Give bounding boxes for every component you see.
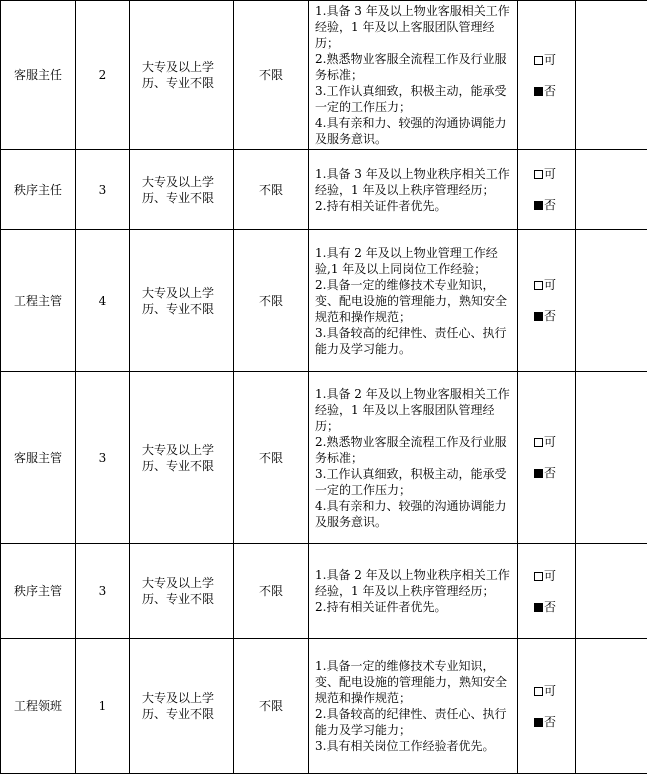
empty-cell [576,230,647,372]
education-cell: 大专及以上学历、专业不限 [130,1,234,150]
option-cell [518,150,576,230]
empty-cell [576,150,647,230]
count-cell: 4 [76,230,130,372]
option-yes[interactable] [534,568,575,584]
option-no[interactable] [534,599,575,615]
count-cell: 3 [76,150,130,230]
checked-box-icon[interactable] [534,87,543,96]
requirements-cell [309,1,518,150]
education-cell: 大专及以上学历、专业不限 [130,230,234,372]
unchecked-box-icon[interactable] [534,56,543,65]
option-cell [518,544,576,639]
age-cell: 不限 [234,639,309,774]
requirements-text: 1.具有 2 年及以上物业管理工作经验,1 年及以上同岗位工作经验； 2.具备一定的维修技术专业知识，变、配电设施的管理能力，熟知安全规范和操作规范； 3.具备较高的纪律性、责任心、执行能力及学习能力。 [315,245,513,357]
position-cell: 客服主任 [1,1,76,150]
empty-cell [576,372,647,544]
position-cell: 工程主管 [1,230,76,372]
requirements-cell [309,639,518,774]
checked-box-icon[interactable] [534,718,543,727]
checked-box-icon[interactable] [534,603,543,612]
option-no-label: 否 [544,600,556,614]
option-yes-label: 可 [544,569,556,583]
education-cell: 大专及以上学历、专业不限 [130,544,234,639]
empty-cell [576,544,647,639]
position-cell: 秩序主任 [1,150,76,230]
empty-cell [576,639,647,774]
education-cell: 大专及以上学历、专业不限 [130,150,234,230]
count-cell: 1 [76,639,130,774]
option-no-label: 否 [544,466,556,480]
option-cell [518,372,576,544]
count-cell: 3 [76,544,130,639]
table-row [1,372,647,544]
option-yes[interactable] [534,683,575,699]
unchecked-box-icon[interactable] [534,170,543,179]
checked-box-icon[interactable] [534,201,543,210]
option-yes-label: 可 [544,278,556,292]
option-no[interactable] [534,714,575,730]
position-cell: 客服主管 [1,372,76,544]
age-cell: 不限 [234,544,309,639]
option-yes-label: 可 [544,435,556,449]
education-cell: 大专及以上学历、专业不限 [130,372,234,544]
table-row [1,230,647,372]
requirements-text: 1.具备 2 年及以上物业秩序相关工作经验，1 年及以上秩序管理经历； 2.持有相关证件者优先。 [315,567,513,615]
option-no[interactable] [534,308,575,324]
count-cell: 2 [76,1,130,150]
option-yes[interactable] [534,277,575,293]
age-cell: 不限 [234,230,309,372]
option-yes-label: 可 [544,167,556,181]
requirements-text: 1.具备一定的维修技术专业知识，变、配电设施的管理能力，熟知安全规范和操作规范； 2.具备较高的纪律性、责任心、执行能力及学习能力； 3.具有相关岗位工作经验者优先。 [315,658,513,754]
option-no-label: 否 [544,715,556,729]
unchecked-box-icon[interactable] [534,438,543,447]
option-cell [518,230,576,372]
requirements-text: 1.具备 2 年及以上物业客服相关工作经验，1 年及以上客服团队管理经历； 2.熟悉物业客服全流程工作及行业服务标准； 3.工作认真细致，积极主动，能承受一定的工作压力； 4.具有亲和力、较强的沟通协调能力及服务意识。 [315,386,513,530]
requirements-text: 1.具备 3 年及以上物业客服相关工作经验，1 年及以上客服团队管理经历； 2.熟悉物业客服全流程工作及行业服务标准； 3.工作认真细致，积极主动，能承受一定的工作压力； 4.具有亲和力、较强的沟通协调能力及服务意识。 [315,3,513,147]
age-cell: 不限 [234,1,309,150]
count-cell: 3 [76,372,130,544]
option-yes-label: 可 [544,684,556,698]
table-row [1,544,647,639]
age-cell: 不限 [234,150,309,230]
option-no-label: 否 [544,309,556,323]
option-yes[interactable] [534,434,575,450]
option-no-label: 否 [544,198,556,212]
option-yes-label: 可 [544,53,556,67]
requirements-text: 1.具备 3 年及以上物业秩序相关工作经验，1 年及以上秩序管理经历； 2.持有相关证件者优先。 [315,166,513,214]
requirements-cell [309,230,518,372]
option-cell [518,1,576,150]
position-cell: 秩序主管 [1,544,76,639]
option-no[interactable] [534,465,575,481]
position-cell: 工程领班 [1,639,76,774]
requirements-cell [309,544,518,639]
unchecked-box-icon[interactable] [534,687,543,696]
table-row [1,1,647,150]
requirements-cell [309,372,518,544]
option-cell [518,639,576,774]
age-cell: 不限 [234,372,309,544]
table-row [1,150,647,230]
empty-cell [576,1,647,150]
checked-box-icon[interactable] [534,469,543,478]
checked-box-icon[interactable] [534,312,543,321]
option-no[interactable] [534,83,575,99]
option-yes[interactable] [534,166,575,182]
option-yes[interactable] [534,52,575,68]
option-no-label: 否 [544,84,556,98]
education-cell: 大专及以上学历、专业不限 [130,639,234,774]
unchecked-box-icon[interactable] [534,281,543,290]
requirements-cell [309,150,518,230]
unchecked-box-icon[interactable] [534,572,543,581]
table-row [1,639,647,774]
option-no[interactable] [534,197,575,213]
